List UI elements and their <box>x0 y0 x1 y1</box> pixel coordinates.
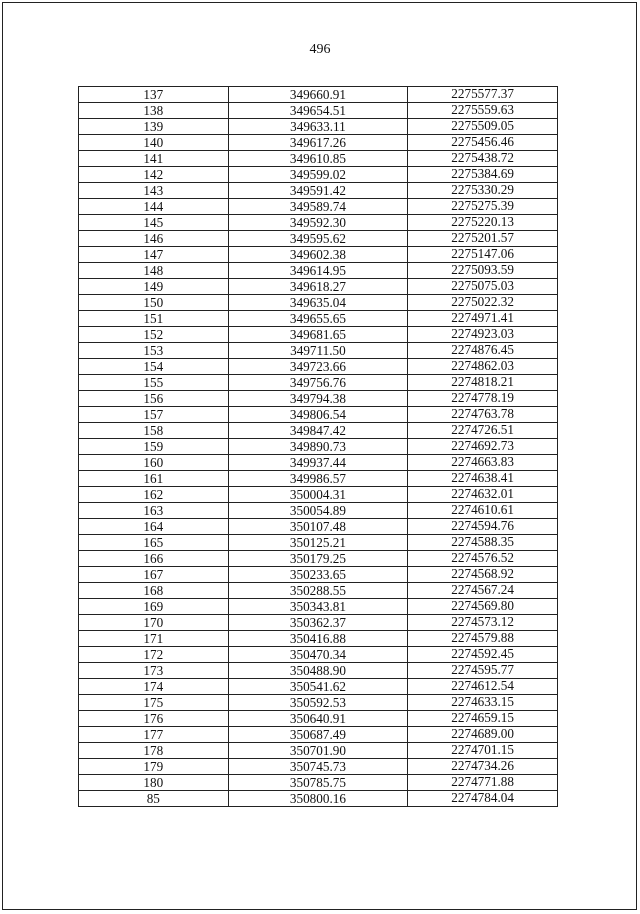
table-row <box>79 631 558 647</box>
table-row <box>79 343 558 359</box>
point-id-cell: 163 <box>79 503 229 519</box>
y-coordinate-cell: 2275275.39 <box>408 199 558 215</box>
table-row <box>79 183 558 199</box>
x-coordinate-cell: 350343.81 <box>228 599 408 615</box>
table-row <box>79 439 558 455</box>
x-coordinate-cell: 349635.04 <box>228 295 408 311</box>
point-id-cell: 177 <box>79 727 229 743</box>
y-coordinate-cell: 2274763.78 <box>408 407 558 423</box>
y-coordinate-cell: 2275559.63 <box>408 103 558 119</box>
table-row <box>79 663 558 679</box>
point-id-cell: 149 <box>79 279 229 295</box>
x-coordinate-cell: 350054.89 <box>228 503 408 519</box>
point-id-cell: 155 <box>79 375 229 391</box>
point-id-cell: 156 <box>79 391 229 407</box>
point-id-cell: 145 <box>79 215 229 231</box>
point-id-cell: 142 <box>79 167 229 183</box>
y-coordinate-cell: 2274689.00 <box>408 727 558 743</box>
table-row <box>79 791 558 807</box>
x-coordinate-cell: 349794.38 <box>228 391 408 407</box>
x-coordinate-cell: 350233.65 <box>228 567 408 583</box>
x-coordinate-cell: 350541.62 <box>228 679 408 695</box>
point-id-cell: 165 <box>79 535 229 551</box>
point-id-cell: 178 <box>79 743 229 759</box>
table-row <box>79 519 558 535</box>
x-coordinate-cell: 349589.74 <box>228 199 408 215</box>
table-row <box>79 487 558 503</box>
y-coordinate-cell: 2274971.41 <box>408 311 558 327</box>
point-id-cell: 172 <box>79 647 229 663</box>
table-row <box>79 727 558 743</box>
table-row <box>79 311 558 327</box>
point-id-cell: 141 <box>79 151 229 167</box>
point-id-cell: 169 <box>79 599 229 615</box>
y-coordinate-cell: 2275330.29 <box>408 183 558 199</box>
point-id-cell: 140 <box>79 135 229 151</box>
table-row <box>79 151 558 167</box>
y-coordinate-cell: 2274663.83 <box>408 455 558 471</box>
x-coordinate-cell: 350470.34 <box>228 647 408 663</box>
table-row <box>79 647 558 663</box>
point-id-cell: 85 <box>79 791 229 807</box>
x-coordinate-cell: 349723.66 <box>228 359 408 375</box>
y-coordinate-cell: 2274576.52 <box>408 551 558 567</box>
table-row <box>79 295 558 311</box>
table-row <box>79 679 558 695</box>
x-coordinate-cell: 350107.48 <box>228 519 408 535</box>
x-coordinate-cell: 350004.31 <box>228 487 408 503</box>
table-row <box>79 135 558 151</box>
y-coordinate-cell: 2274923.03 <box>408 327 558 343</box>
point-id-cell: 147 <box>79 247 229 263</box>
point-id-cell: 144 <box>79 199 229 215</box>
coordinate-table-body <box>79 87 558 807</box>
x-coordinate-cell: 349937.44 <box>228 455 408 471</box>
x-coordinate-cell: 349655.65 <box>228 311 408 327</box>
table-row <box>79 455 558 471</box>
table-row <box>79 711 558 727</box>
y-coordinate-cell: 2274588.35 <box>408 535 558 551</box>
coordinate-table <box>78 86 558 807</box>
y-coordinate-cell: 2274595.77 <box>408 663 558 679</box>
x-coordinate-cell: 350592.53 <box>228 695 408 711</box>
y-coordinate-cell: 2274692.73 <box>408 439 558 455</box>
point-id-cell: 148 <box>79 263 229 279</box>
point-id-cell: 159 <box>79 439 229 455</box>
table-row <box>79 503 558 519</box>
table-row <box>79 471 558 487</box>
point-id-cell: 174 <box>79 679 229 695</box>
x-coordinate-cell: 349654.51 <box>228 103 408 119</box>
table-row <box>79 615 558 631</box>
y-coordinate-cell: 2274784.04 <box>408 791 558 807</box>
x-coordinate-cell: 349618.27 <box>228 279 408 295</box>
table-row <box>79 759 558 775</box>
x-coordinate-cell: 349756.76 <box>228 375 408 391</box>
table-row <box>79 87 558 103</box>
point-id-cell: 137 <box>79 87 229 103</box>
y-coordinate-cell: 2274592.45 <box>408 647 558 663</box>
y-coordinate-cell: 2274568.92 <box>408 567 558 583</box>
point-id-cell: 151 <box>79 311 229 327</box>
page-number: 496 <box>309 42 331 57</box>
y-coordinate-cell: 2274610.61 <box>408 503 558 519</box>
table-row <box>79 231 558 247</box>
point-id-cell: 176 <box>79 711 229 727</box>
x-coordinate-cell: 349986.57 <box>228 471 408 487</box>
table-row <box>79 391 558 407</box>
point-id-cell: 179 <box>79 759 229 775</box>
table-row <box>79 695 558 711</box>
x-coordinate-cell: 349592.30 <box>228 215 408 231</box>
point-id-cell: 158 <box>79 423 229 439</box>
y-coordinate-cell: 2275022.32 <box>408 295 558 311</box>
y-coordinate-cell: 2274818.21 <box>408 375 558 391</box>
x-coordinate-cell: 350416.88 <box>228 631 408 647</box>
point-id-cell: 180 <box>79 775 229 791</box>
y-coordinate-cell: 2275147.06 <box>408 247 558 263</box>
y-coordinate-cell: 2274633.15 <box>408 695 558 711</box>
y-coordinate-cell: 2275093.59 <box>408 263 558 279</box>
x-coordinate-cell: 349591.42 <box>228 183 408 199</box>
y-coordinate-cell: 2274726.51 <box>408 423 558 439</box>
y-coordinate-cell: 2275075.03 <box>408 279 558 295</box>
table-row <box>79 743 558 759</box>
y-coordinate-cell: 2274569.80 <box>408 599 558 615</box>
x-coordinate-cell: 349633.11 <box>228 119 408 135</box>
point-id-cell: 166 <box>79 551 229 567</box>
x-coordinate-cell: 350785.75 <box>228 775 408 791</box>
y-coordinate-cell: 2274862.03 <box>408 359 558 375</box>
x-coordinate-cell: 349602.38 <box>228 247 408 263</box>
y-coordinate-cell: 2275456.46 <box>408 135 558 151</box>
point-id-cell: 170 <box>79 615 229 631</box>
table-row <box>79 199 558 215</box>
point-id-cell: 138 <box>79 103 229 119</box>
y-coordinate-cell: 2274701.15 <box>408 743 558 759</box>
x-coordinate-cell: 350125.21 <box>228 535 408 551</box>
table-row <box>79 327 558 343</box>
x-coordinate-cell: 349614.95 <box>228 263 408 279</box>
x-coordinate-cell: 349847.42 <box>228 423 408 439</box>
table-row <box>79 407 558 423</box>
y-coordinate-cell: 2275438.72 <box>408 151 558 167</box>
point-id-cell: 162 <box>79 487 229 503</box>
y-coordinate-cell: 2274778.19 <box>408 391 558 407</box>
x-coordinate-cell: 350288.55 <box>228 583 408 599</box>
y-coordinate-cell: 2274734.26 <box>408 759 558 775</box>
point-id-cell: 168 <box>79 583 229 599</box>
y-coordinate-cell: 2274659.15 <box>408 711 558 727</box>
y-coordinate-cell: 2274771.88 <box>408 775 558 791</box>
y-coordinate-cell: 2274567.24 <box>408 583 558 599</box>
x-coordinate-cell: 349610.85 <box>228 151 408 167</box>
y-coordinate-cell: 2275384.69 <box>408 167 558 183</box>
table-row <box>79 567 558 583</box>
x-coordinate-cell: 350362.37 <box>228 615 408 631</box>
point-id-cell: 173 <box>79 663 229 679</box>
point-id-cell: 157 <box>79 407 229 423</box>
y-coordinate-cell: 2274594.76 <box>408 519 558 535</box>
y-coordinate-cell: 2275201.57 <box>408 231 558 247</box>
y-coordinate-cell: 2275509.05 <box>408 119 558 135</box>
point-id-cell: 175 <box>79 695 229 711</box>
x-coordinate-cell: 349890.73 <box>228 439 408 455</box>
x-coordinate-cell: 349660.91 <box>228 87 408 103</box>
x-coordinate-cell: 350687.49 <box>228 727 408 743</box>
y-coordinate-cell: 2274612.54 <box>408 679 558 695</box>
x-coordinate-cell: 350179.25 <box>228 551 408 567</box>
point-id-cell: 154 <box>79 359 229 375</box>
x-coordinate-cell: 350745.73 <box>228 759 408 775</box>
y-coordinate-cell: 2275220.13 <box>408 215 558 231</box>
point-id-cell: 171 <box>79 631 229 647</box>
point-id-cell: 160 <box>79 455 229 471</box>
x-coordinate-cell: 350701.90 <box>228 743 408 759</box>
point-id-cell: 153 <box>79 343 229 359</box>
point-id-cell: 150 <box>79 295 229 311</box>
point-id-cell: 139 <box>79 119 229 135</box>
point-id-cell: 152 <box>79 327 229 343</box>
table-row <box>79 535 558 551</box>
x-coordinate-cell: 349617.26 <box>228 135 408 151</box>
point-id-cell: 143 <box>79 183 229 199</box>
x-coordinate-cell: 349711.50 <box>228 343 408 359</box>
point-id-cell: 146 <box>79 231 229 247</box>
table-row <box>79 551 558 567</box>
table-row <box>79 599 558 615</box>
y-coordinate-cell: 2274638.41 <box>408 471 558 487</box>
table-row <box>79 167 558 183</box>
x-coordinate-cell: 349806.54 <box>228 407 408 423</box>
y-coordinate-cell: 2275577.37 <box>408 87 558 103</box>
table-row <box>79 423 558 439</box>
table-row <box>79 359 558 375</box>
point-id-cell: 167 <box>79 567 229 583</box>
table-row <box>79 103 558 119</box>
table-row <box>79 583 558 599</box>
y-coordinate-cell: 2274579.88 <box>408 631 558 647</box>
point-id-cell: 161 <box>79 471 229 487</box>
table-row <box>79 215 558 231</box>
table-row <box>79 263 558 279</box>
table-row <box>79 375 558 391</box>
table-row <box>79 119 558 135</box>
x-coordinate-cell: 349595.62 <box>228 231 408 247</box>
table-row <box>79 775 558 791</box>
point-id-cell: 164 <box>79 519 229 535</box>
x-coordinate-cell: 349599.02 <box>228 167 408 183</box>
y-coordinate-cell: 2274632.01 <box>408 487 558 503</box>
y-coordinate-cell: 2274573.12 <box>408 615 558 631</box>
x-coordinate-cell: 350488.90 <box>228 663 408 679</box>
x-coordinate-cell: 350800.16 <box>228 791 408 807</box>
y-coordinate-cell: 2274876.45 <box>408 343 558 359</box>
table-row <box>79 279 558 295</box>
x-coordinate-cell: 350640.91 <box>228 711 408 727</box>
table-row <box>79 247 558 263</box>
x-coordinate-cell: 349681.65 <box>228 327 408 343</box>
